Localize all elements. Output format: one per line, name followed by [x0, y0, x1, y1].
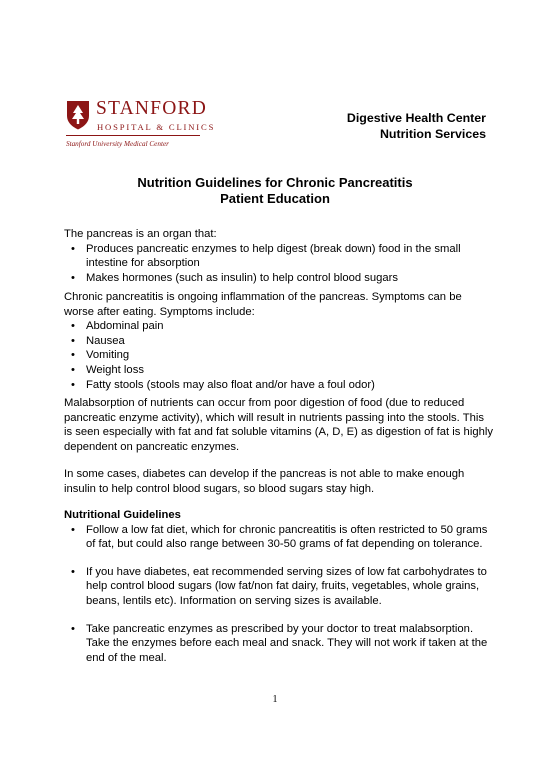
guidelines-heading: Nutritional Guidelines	[64, 509, 181, 521]
stanford-logo	[66, 98, 216, 158]
pancreas-list	[64, 242, 494, 286]
malabsorption-paragraph: Malabsorption of nutrients can occur from poor digestion of food (due to reduced pancreatic enzyme activity), which will result in nutrients passing into the stools. This is seen especially with fat and fat soluble vitamins (A, D, E) as digestion of fat is highly dependent on pancreatic enzymes.	[64, 397, 493, 453]
logo-tagline: Stanford University Medical Center	[66, 140, 169, 148]
title-line-2: Patient Education	[220, 191, 330, 206]
logo-subtitle: HOSPITAL & CLINICS	[97, 122, 216, 132]
bullet-icon: •	[71, 334, 75, 347]
bullet-icon: •	[71, 349, 75, 362]
bullet-icon: •	[71, 320, 75, 333]
title-line-1: Nutrition Guidelines for Chronic Pancreatitis	[137, 175, 413, 190]
list-item: • Follow a low fat diet, which for chronic pancreatitis is often restricted to 50 grams of fat, but could also range between 30-50 grams of fat depending on tolerance.	[71, 523, 488, 551]
pancreas-intro: The pancreas is an organ that:	[64, 228, 217, 240]
symptoms-intro: Chronic pancreatitis is ongoing inflammation of the pancreas. Symptoms can be worse after eating. Symptoms include:	[64, 291, 462, 318]
list-item: • Take pancreatic enzymes as prescribed by your doctor to treat malabsorption. Take the enzymes before each meal and snack. They will not work if taken at the end of the meal.	[71, 622, 488, 664]
diabetes-paragraph: In some cases, diabetes can develop if the pancreas is not able to make enough insulin to help control blood sugars, so blood sugars stay high.	[64, 468, 465, 495]
logo-name: STANFORD	[96, 98, 207, 119]
bullet-icon: •	[71, 378, 75, 391]
tree-seal-icon	[66, 100, 90, 130]
list-item: • Nausea	[71, 334, 125, 347]
guidelines-list	[64, 523, 494, 666]
bullet-icon: •	[71, 565, 75, 578]
list-item: • If you have diabetes, eat recommended serving sizes of low fat carbohydrates to help control blood sugars (low fat/non fat dairy, fruits, vegetables, whole grains, beans, lentils etc). Information on serving sizes is available.	[71, 565, 487, 607]
bullet-icon: •	[71, 622, 75, 635]
document-title	[0, 175, 550, 207]
bullet-icon: •	[71, 363, 75, 376]
symptoms-list	[64, 319, 494, 392]
bullet-icon: •	[71, 523, 75, 536]
logo-divider	[66, 135, 200, 136]
list-item: • Makes hormones (such as insulin) to help control blood sugars	[71, 271, 399, 284]
list-item: • Produces pancreatic enzymes to help digest (break down) food in the small intestine for absorption	[71, 242, 461, 270]
bullet-icon: •	[71, 242, 75, 255]
guidelines-section	[64, 508, 494, 678]
list-item: • Fatty stools (stools may also float and/or have a foul odor)	[71, 378, 375, 391]
symptoms-section	[64, 290, 494, 392]
list-item: • Weight loss	[71, 363, 144, 376]
pancreas-section	[64, 227, 494, 285]
service-name: Nutrition Services	[379, 126, 486, 141]
bullet-icon: •	[71, 271, 75, 284]
department-header	[347, 111, 486, 142]
list-item: • Abdominal pain	[71, 320, 164, 333]
page-number: 1	[272, 694, 278, 705]
department-name: Digestive Health Center	[346, 111, 486, 125]
list-item: • Vomiting	[71, 349, 130, 362]
